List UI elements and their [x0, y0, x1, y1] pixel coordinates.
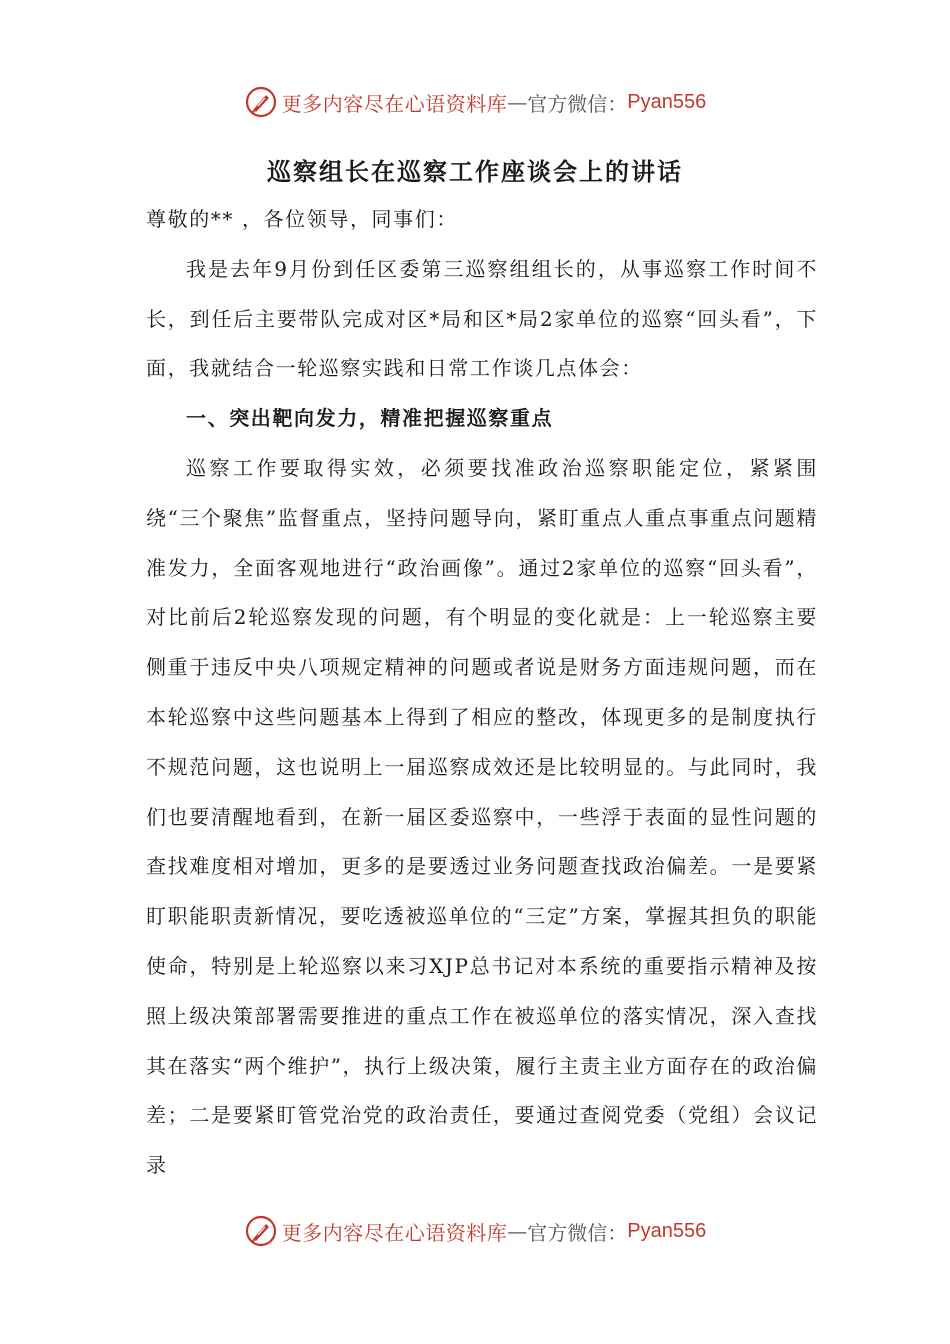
pen-quill-logo-icon [244, 1214, 278, 1248]
banner-wechat-id: Pyan556 [627, 1219, 707, 1242]
banner-label: 官方微信： [527, 1220, 628, 1245]
section-heading: 一、突出靶向发力，精准把握巡察重点 [186, 406, 554, 431]
document-title: 巡察组长在巡察工作座谈会上的讲话 [267, 157, 683, 186]
banner-separator: — [507, 1219, 528, 1243]
pen-quill-logo-icon [244, 85, 278, 119]
paragraph: 巡察工作要取得实效，必须要找准政治巡察职能定位，紧紧围绕“三个聚焦”监督重点，坚持问题导向，紧盯重点人重点事重点问题精准发力，全面客观地进行“政治画像”。通过2家单位的巡察“回头看”，对比前后2轮巡察发现的问题，有个明显的变化就是：上一轮巡察主要侧重于违反中央八项规定精神的问题或者说是财务方面违规问题，而在本轮巡察中这些问题基本上得到了相应的整改，体现更多的是制度执行不规范问题，这也说明上一届巡察成效还是比较明显的。与此同时，我们也要清醒地看到，在新一届区委巡察中，一些浮于表面的显性问题的查找难度相对增加，更多的是要透过业务问题查找政治偏差。一是要紧盯职能职责新情况，要吃透被巡单位的“三定”方案，掌握其担负的职能使命，特别是上轮巡察以来习XJP总书记对本系统的重要指示精神及按照上级决策部署需要推进的重点工作在被巡单位的落实情况，深入查找其在落实“两个维护”，执行上级决策，履行主责主业方面存在的政治偏差；二是要紧盯管党治党的政治责任，要通过查阅党委（党组）会议记录 [146, 455, 818, 1178]
banner-separator: — [507, 90, 528, 114]
salutation: 尊敬的** ，各位领导，同事们： [146, 207, 458, 231]
document-body [146, 195, 818, 1191]
paragraph: 我是去年9月份到任区委第三巡察组组长的，从事巡察工作时间不长，到任后主要带队完成对区*局和区*局2家单位的巡察“回头看”，下面，我就结合一轮巡察实践和日常工作谈几点体会： [146, 256, 818, 381]
banner-text: 更多内容尽在心语资料库 [281, 1220, 508, 1245]
header-banner [0, 82, 950, 122]
banner-text: 更多内容尽在心语资料库 [281, 91, 508, 116]
banner-label: 官方微信： [527, 91, 628, 116]
banner-wechat-id: Pyan556 [627, 90, 707, 113]
footer-banner [0, 1211, 950, 1251]
